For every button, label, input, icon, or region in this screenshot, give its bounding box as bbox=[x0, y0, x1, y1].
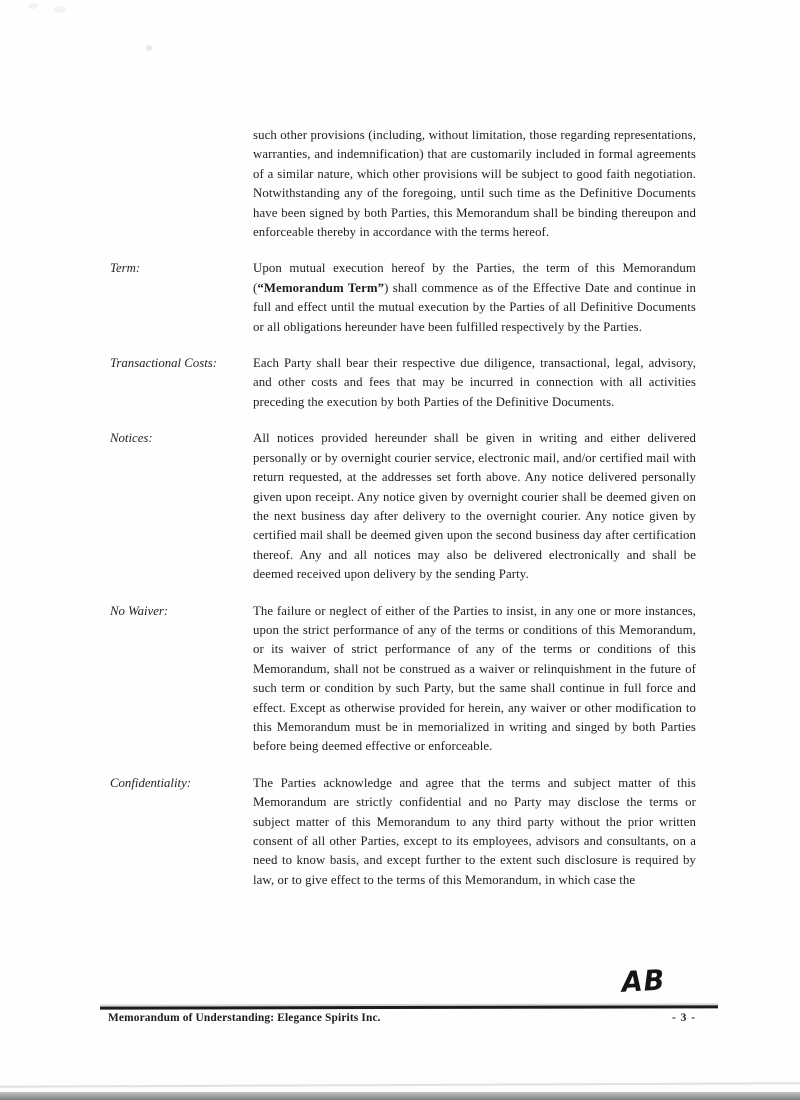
section-label: Term: bbox=[110, 261, 141, 276]
section-row-term bbox=[110, 259, 696, 337]
footer-page-number: - 3 - bbox=[672, 1012, 696, 1024]
section-label: Confidentiality: bbox=[110, 775, 192, 790]
section-row-confidentiality bbox=[110, 774, 696, 890]
scanned-page-edge bbox=[0, 1082, 800, 1087]
text-segment: The failure or neglect of either of the Parties to insist, in any one or more instances, upon the strict performance of any of the terms or conditions of this Memorandum, or its waiver of strict performance of any of the terms or conditions of this Memorandum, shall not be construed as a waiver or relinquishment in the future of such term or condition by such Party, but the same shall continue in full force and effect. Except as otherwise provided for herein, any waiver or other modification to this Memorandum must be in memorialized in writing and singed by both Parties before being deemed effective or enforceable. bbox=[253, 603, 696, 754]
text-segment: ) shall commence as of the Effective Date and continue in full and effect until the mutual execution by the Parties of all Definitive Documents or all obligations hereunder have been fulfilled respectively by the Parties. bbox=[253, 280, 696, 334]
section-paragraph bbox=[253, 774, 696, 890]
handwritten-initials: AB bbox=[620, 964, 667, 1000]
footer-rule bbox=[100, 1005, 718, 1009]
scan-speck bbox=[146, 45, 152, 51]
section-row-no-waiver bbox=[110, 602, 696, 757]
section-paragraph bbox=[253, 259, 696, 337]
section-paragraph bbox=[253, 429, 696, 584]
section-row-continuation bbox=[110, 126, 696, 242]
footer-document-title: Memorandum of Understanding: Elegance Spirits Inc. bbox=[108, 1012, 381, 1024]
text-segment: “Memorandum Term” bbox=[257, 280, 385, 295]
section-label: No Waiver: bbox=[110, 603, 169, 618]
scan-speck bbox=[54, 6, 66, 13]
page-footer bbox=[108, 1012, 696, 1024]
document-body bbox=[110, 126, 696, 907]
text-segment: The Parties acknowledge and agree that the terms and subject matter of this Memorandum are strictly confidential and no Party may disclose the terms or subject matter of this Memorandum to any third party without the prior written consent of all other Parties, except to its employees, advisors and consultants, on a need to know basis, and except further to the extent such disclosure is required by law, or to give effect to the terms of this Memorandum, in which case the bbox=[253, 775, 696, 887]
section-row-transactional-costs bbox=[110, 354, 696, 412]
scan-speck bbox=[28, 3, 38, 9]
text-segment: such other provisions (including, without limitation, those regarding representations, warranties, and indemnification) that are customarily included in formal agreements of a similar nature, which other provisions will be subject to good faith negotiation. Notwithstanding any of the foregoing, until such time as the Definitive Documents have been signed by both Parties, this Memorandum shall be binding thereupon and enforceable thereby in accordance with the terms hereof. bbox=[253, 128, 696, 240]
scan-background-band bbox=[0, 1092, 800, 1100]
text-segment: Upon mutual execution hereof by the Parties, the term of this Memorandum ( bbox=[253, 261, 696, 295]
section-row-notices bbox=[110, 429, 696, 584]
text-segment: All notices provided hereunder shall be given in writing and either delivered personally or by overnight courier service, electronic mail, and/or certified mail with return requested, at the addresses set forth above. Any notice delivered personally given upon receipt. Any notice given by overnight courier shall be deemed given on the next business day after delivery to the overnight courier. Any notice given by certified mail shall be deemed given upon the second business day after certification thereof. Any and all notices may also be delivered electronically and shall be deemed received upon delivery by the sending Party. bbox=[253, 431, 696, 582]
section-label: Transactional Costs: bbox=[110, 356, 218, 371]
section-paragraph bbox=[253, 354, 696, 412]
text-segment: Each Party shall bear their respective due diligence, transactional, legal, advisory, and other costs and fees that may be incurred in connection with all activities preceding the execution by both Parties of the Definitive Documents. bbox=[253, 356, 696, 409]
section-paragraph bbox=[253, 602, 696, 757]
section-paragraph bbox=[253, 126, 696, 242]
section-label: Notices: bbox=[110, 431, 153, 446]
